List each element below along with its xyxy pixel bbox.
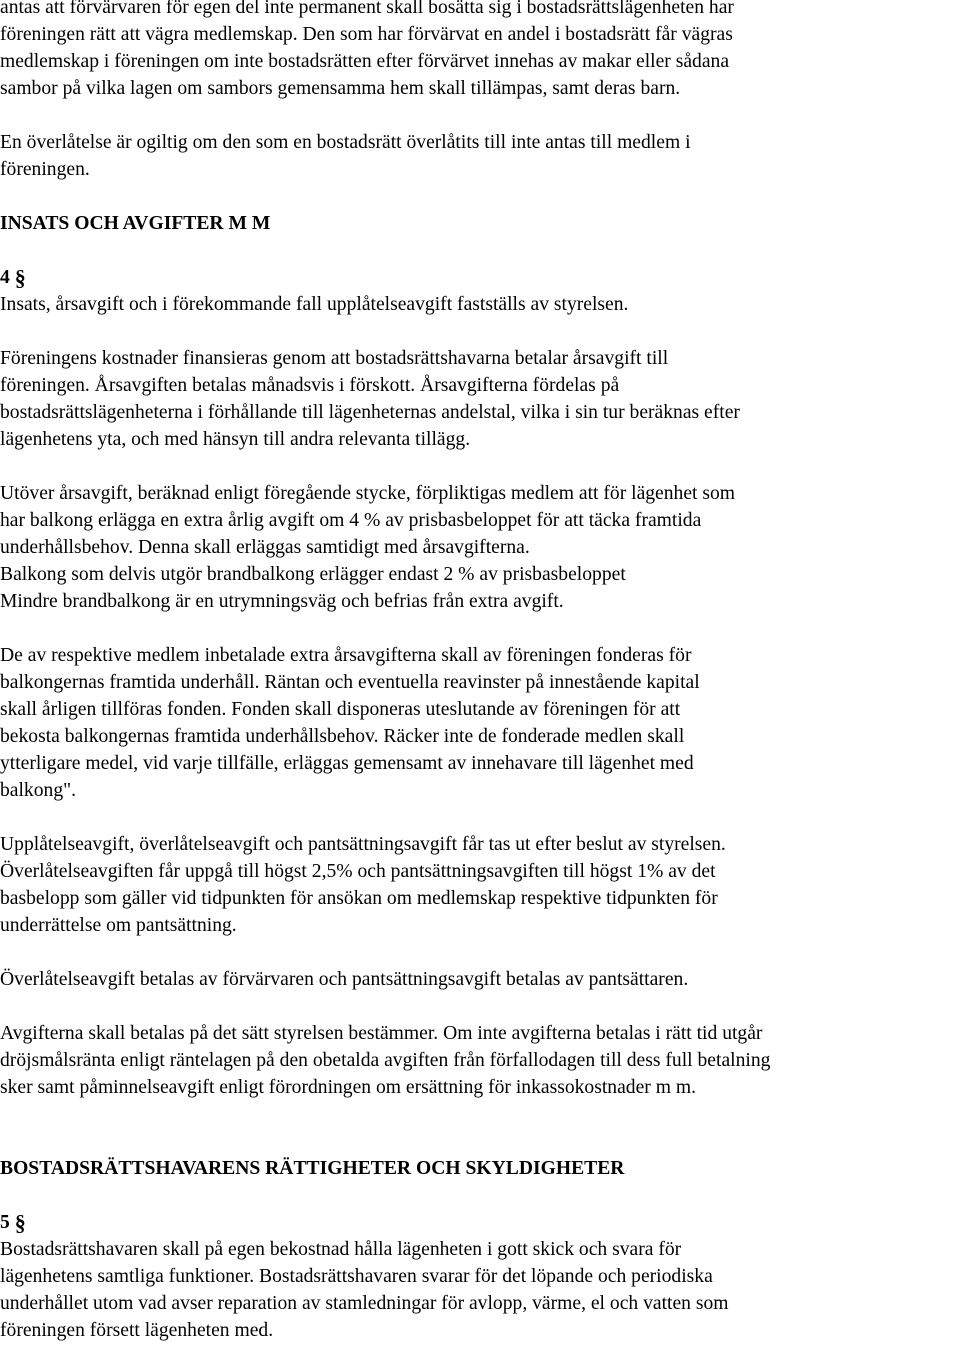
text-line: Överlåtelseavgift betalas av förvärvaren och pantsättningsavgift betalas av pantsättaren. <box>0 969 689 990</box>
text-line: bostadsrättslägenheterna i förhållande till lägenheternas andelstal, vilka i sin tur beräknas efter <box>0 402 740 423</box>
paragraph-spacer <box>0 183 960 210</box>
heading-rattigheter-skyldigheter <box>0 1155 960 1182</box>
paragraph-spacer <box>0 993 960 1020</box>
section-number <box>0 1209 960 1236</box>
text-line: föreningen. Årsavgiften betalas månadsvis i förskott. Årsavgifterna fördelas på <box>0 375 620 396</box>
section-number-text: 5 <box>0 1212 10 1233</box>
text-line: föreningen rätt att vägra medlemskap. Den som har förvärvat en andel i bostadsrätt får vägras <box>0 24 733 45</box>
text-line: Avgifterna skall betalas på det sätt styrelsen bestämmer. Om inte avgifterna betalas i rätt tid utgår <box>0 1023 763 1044</box>
text-line: medlemskap i föreningen om inte bostadsrätten efter förvärvet innehas av makar eller sådana <box>0 51 730 72</box>
section-5-heading <box>0 1209 960 1236</box>
text-line: lägenhetens yta, och med hänsyn till andra relevanta tillägg. <box>0 429 471 450</box>
text-line: Insats, årsavgift och i förekommande fall upplåtelseavgift fastställs av styrelsen. <box>0 294 629 315</box>
text-line: föreningen försett lägenheten med. <box>0 1320 274 1341</box>
text-line: sker samt påminnelseavgift enligt förordningen om ersättning för inkassokostnader m m. <box>0 1077 696 1098</box>
paragraph-spacer <box>0 1101 960 1128</box>
paragraph-spacer <box>0 615 960 642</box>
text-line: Bostadsrättshavaren skall på egen bekostnad hålla lägenheten i gott skick och svara för <box>0 1239 682 1260</box>
paragraph-balkong-avgift <box>0 480 960 615</box>
text-line: balkongernas framtida underhåll. Räntan och eventuella reavinster på innestående kapital <box>0 672 700 693</box>
paragraph-spacer <box>0 1128 960 1155</box>
text-line: underhållsbehov. Denna skall erläggas samtidigt med årsavgifterna. <box>0 537 530 558</box>
heading-text: BOSTADSRÄTTSHAVARENS RÄTTIGHETER OCH SKYLDIGHETER <box>0 1158 625 1179</box>
paragraph-spacer <box>0 1182 960 1209</box>
text-line: Överlåtelseavgiften får uppgå till högst 2,5% och pantsättningsavgiften till högst 1% av det <box>0 861 716 882</box>
paragraph-upplatelseavgift <box>0 831 960 939</box>
paragraph-transfer-invalid <box>0 129 960 183</box>
text-line: Föreningens kostnader finansieras genom att bostadsrättshavarna betalar årsavgift till <box>0 348 669 369</box>
section-number-text: 4 <box>0 267 10 288</box>
text-line: Balkong som delvis utgör brandbalkong erlägger endast 2 % av prisbasbeloppet <box>0 564 626 585</box>
paragraph-spacer <box>0 804 960 831</box>
paragraph-kostnader <box>0 345 960 453</box>
paragraph-spacer <box>0 318 960 345</box>
paragraph-membership-refusal <box>0 0 960 102</box>
text-line: ytterligare medel, vid varje tillfälle, erläggas gemensamt av innehavare till lägenhet med <box>0 753 694 774</box>
text-line: balkong". <box>0 780 77 801</box>
heading-insats-och-avgifter <box>0 210 960 237</box>
heading-text: INSATS OCH AVGIFTER M M <box>0 213 271 234</box>
paragraph-betalning <box>0 1020 960 1101</box>
section-symbol: § <box>14 1210 26 1235</box>
text-line: bekosta balkongernas framtida underhållsbehov. Räcker inte de fonderade medlen skall <box>0 726 685 747</box>
text-line: underrättelse om pantsättning. <box>0 915 237 936</box>
text-line: underhållet utom vad avser reparation av stamledningar för avlopp, värme, el och vatten som <box>0 1293 729 1314</box>
paragraph-spacer <box>0 939 960 966</box>
section-number <box>0 264 960 291</box>
text-line: Utöver årsavgift, beräknad enligt föregående stycke, förpliktigas medlem att för lägenhet som <box>0 483 736 504</box>
text-line: De av respektive medlem inbetalade extra årsavgifterna skall av föreningen fonderas för <box>0 645 692 666</box>
text-line: föreningen. <box>0 159 90 180</box>
text-line: antas att förvärvaren för egen del inte permanent skall bosätta sig i bostadsrättslägenheten har <box>0 0 734 18</box>
paragraph-overlatelseavgift <box>0 966 960 993</box>
text-line: basbelopp som gäller vid tidpunkten för ansökan om medlemskap respektive tidpunkten för <box>0 888 718 909</box>
text-line: En överlåtelse är ogiltig om den som en bostadsrätt överlåtits till inte antas till medlem i <box>0 132 691 153</box>
paragraph-insats-arsavgift <box>0 291 960 318</box>
text-line: Upplåtelseavgift, överlåtelseavgift och pantsättningsavgift får tas ut efter beslut av styrelsen. <box>0 834 726 855</box>
text-line: skall årligen tillföras fonden. Fonden skall disponeras uteslutande av föreningen för att <box>0 699 681 720</box>
paragraph-spacer <box>0 453 960 480</box>
text-line: Mindre brandbalkong är en utrymningsväg och befrias från extra avgift. <box>0 591 564 612</box>
paragraph-spacer <box>0 102 960 129</box>
text-line: har balkong erlägga en extra årlig avgift om 4 % av prisbasbeloppet för att täcka framtida <box>0 510 702 531</box>
paragraph-underhall <box>0 1236 960 1344</box>
text-line: dröjsmålsränta enligt räntelagen på den obetalda avgiften från förfallodagen till dess full betalning <box>0 1050 771 1071</box>
text-line: sambor på vilka lagen om sambors gemensamma hem skall tillämpas, samt deras barn. <box>0 78 681 99</box>
paragraph-spacer <box>0 237 960 264</box>
text-line: lägenhetens samtliga funktioner. Bostadsrättshavaren svarar för det löpande och periodiska <box>0 1266 713 1287</box>
paragraph-balkong-fond <box>0 642 960 804</box>
section-symbol: § <box>14 265 26 290</box>
section-4-heading <box>0 264 960 291</box>
